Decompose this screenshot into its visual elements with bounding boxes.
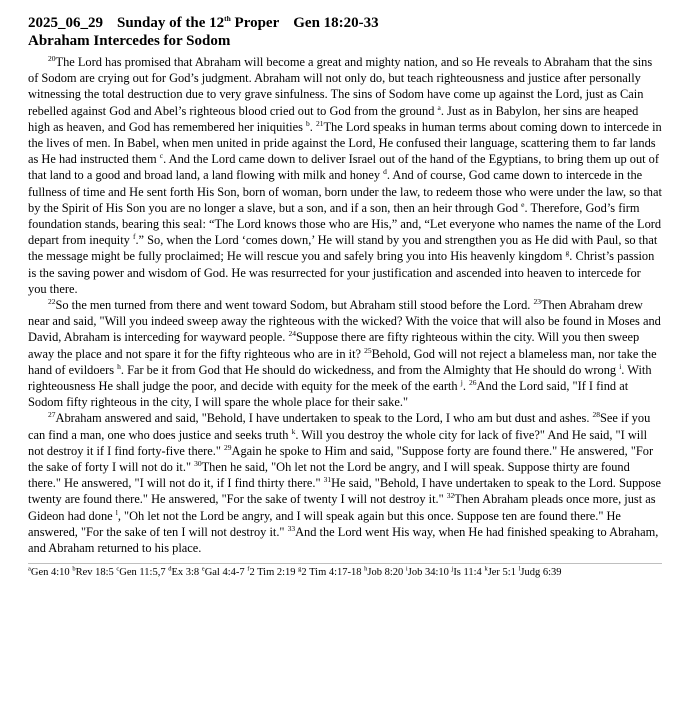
paragraph-text: Then Abraham drew near and said, "Will you indeed sweep away the righteous with the wicked? With the voice that will also be found in Moses and David, Abraham is interceding for wayward people.: [28, 298, 661, 345]
paragraph-text: . And of course, God came down to intercede in the fullness of time and He sent forth His Son, born of woman, born under the law, to redeem those who were under the law, so that by the Spirit of His Son you are no longer a slave, but a son, and if a son, then an heir through God: [28, 168, 662, 215]
paragraph-text: The Lord speaks in human terms about coming down to intercede in the lives of men. In Babel, when men united in pride against the Lord, He confused their language, scattering them to far lands as He had instructed them: [28, 119, 662, 167]
footnote-mark: c: [116, 565, 120, 573]
paragraph-text: Suppose there are fifty righteous within the city. Will you then sweep away the place and not spare it for the fifty righteous who are in it?: [28, 330, 640, 361]
footnote-mark: l: [518, 565, 521, 573]
footnote-ref: Ex 3:8: [171, 567, 200, 579]
paragraph-text: . Therefore, God’s firm foundation stands, bearing this seal: “The Lord knows those who are His,” and, “Let everyone who names the name of the Lord depart from inequity: [28, 200, 662, 248]
footnote-ref: Is 11:4: [453, 567, 482, 579]
footnote-marker: j: [460, 377, 463, 387]
footnote-mark: d: [168, 565, 172, 573]
footnote-marker: a: [437, 102, 441, 112]
footnote-ref: 2 Tim 2:19: [249, 567, 296, 579]
paragraph-text: Again he spoke to Him and said, "Suppose forty are found there." He answered, "For the sake of forty I will not do it.": [28, 443, 654, 475]
verse-number: 21: [315, 118, 324, 128]
footnotes: [28, 566, 662, 580]
document-header: [28, 14, 662, 50]
paragraph-text: Then Abraham pleads once more, just as Gideon had done: [28, 492, 656, 523]
document-body: [28, 54, 662, 556]
footnote-mark: g: [298, 565, 302, 573]
verse-number: 20: [48, 53, 56, 63]
footnote-item: [406, 567, 449, 578]
verse-number: 26: [469, 377, 477, 387]
footnote-mark: b: [72, 565, 76, 573]
footnote-marker: g: [565, 248, 570, 258]
footnote-ref: Gen 4:10: [30, 567, 70, 579]
verse-number: 30: [194, 458, 202, 468]
paragraph-text: .: [462, 379, 470, 394]
verse-number: 29: [224, 442, 232, 452]
verse-number: 25: [364, 345, 372, 355]
paragraph-text: .: [309, 119, 316, 134]
paragraph-text: , "Oh let not the Lord be angry, and I will speak again but this once. Suppose ten are found there." He answered, "For the sake of ten I will not destroy it.": [28, 508, 621, 539]
footnote-item: [116, 567, 165, 578]
header-date: 2025_06_29: [28, 15, 103, 31]
footnote-marker: d: [383, 167, 387, 177]
footnote-item: [202, 567, 245, 578]
paragraph-text: . Just as in Babylon, her sins are heaped high as heaven, and God has remembered her iniquities: [28, 103, 639, 134]
paragraph-text: Abraham answered and said, "Behold, I have undertaken to speak to the Lord, I who am but dust and ashes.: [55, 411, 593, 426]
footnote-marker: k: [291, 426, 296, 436]
footnote-ref: Gal 4:4-7: [204, 567, 245, 579]
paragraph-text: So the men turned from there and went toward Sodom, but Abraham still stood before the Lord.: [55, 298, 534, 313]
footnote-item: [72, 567, 113, 578]
paragraph-text: Then he said, "Oh let not the Lord be angry, and I will speak. Suppose thirty are found there." He answered, "I will not do it, if I find thirty there.": [28, 460, 630, 491]
verse-number: 22: [48, 296, 56, 306]
footnote-item: [28, 567, 70, 578]
footnote-item: [298, 567, 361, 578]
verse-number: 28: [592, 410, 601, 420]
paragraph-text: He said, "Behold, I have undertaken to speak to the Lord. Suppose twenty are found there." He answered, "For the sake of twenty I will not destroy it.": [28, 476, 661, 507]
footnote-marker: h: [117, 361, 121, 371]
footnote-marker: e: [521, 199, 525, 209]
footnote-marker: l: [115, 507, 118, 517]
paragraph-text: . Will you destroy the whole city for lack of five?" And He said, "I will not destroy it if I find forty-five there.": [28, 427, 648, 458]
footnote-marker: c: [159, 151, 164, 161]
footnote-item: [519, 567, 562, 578]
footnote-ref: Jer 5:1: [487, 567, 516, 579]
footnote-ref: Job 34:10: [407, 567, 449, 579]
paragraph-text: .” So, when the Lord ‘comes down,’ He will stand by you and strengthen you as He did with Paul, so that the message might be fully proclaimed; He will rescue you and safely bring you into His heavenly kingdom: [28, 233, 658, 264]
footnote-mark: e: [201, 565, 205, 573]
paragraph-text: And the Lord went His way, when He had finished speaking to Abraham, and Abraham returned to his place.: [28, 524, 659, 556]
header-reference: Gen 18:20-33: [293, 15, 379, 31]
footnote-marker: b: [306, 118, 310, 128]
footnote-mark: j: [451, 565, 454, 573]
footnote-item: [168, 567, 199, 578]
paragraph-text: . And the Lord came down to deliver Israel out of the hand of the Egyptians, to bring them up out of that land to a good and broad land, a land flowing with milk and honey: [28, 152, 659, 183]
footnote-ref: Job 8:20: [367, 567, 404, 579]
verse-number: 33: [287, 523, 296, 533]
footnote-marker: i: [619, 361, 622, 371]
paragraph: [28, 54, 662, 297]
verse-number: 31: [323, 475, 332, 485]
footnote-mark: k: [484, 565, 488, 573]
verse-number: 27: [48, 410, 56, 420]
footnote-ref: Judg 6:39: [520, 567, 562, 579]
header-day: Sunday of the 12th Proper: [117, 14, 280, 31]
document-page: [28, 14, 662, 580]
paragraph-text: . Far be it from God that He should do wickedness, and from the Almighty that He should do wrong: [120, 362, 620, 377]
footnote-marker: f: [132, 232, 136, 242]
paragraph-text: See if you can find a man, one who does justice and seeks truth: [28, 411, 651, 442]
footnote-ref: Gen 11:5,7: [119, 567, 166, 579]
header-subtitle: Abraham Intercedes for Sodom: [28, 33, 231, 49]
footnote-mark: i: [405, 565, 408, 573]
footnote-item: [452, 567, 482, 578]
footnote-mark: a: [28, 565, 31, 573]
paragraph-text: And the Lord said, "If I find at Sodom fifty righteous in the city, I will spare the whole place for their sake.": [28, 379, 629, 410]
verse-number: 32: [446, 491, 455, 501]
verse-number: 24: [288, 329, 296, 339]
footnote-item: [484, 567, 516, 578]
paragraph-text: . With righteousness He shall judge the poor, and decide with equity for the meek of the earth: [28, 362, 652, 394]
verse-number: 23: [533, 296, 541, 306]
footnote-ref: Rev 18:5: [75, 567, 114, 579]
paragraph-text: The Lord has promised that Abraham will become a great and mighty nation, and so He reveals to Abraham that the sins of Sodom are crying out for God’s judgment. Abraham will not only do, but teach righteousness and justice after personally witnessing the total destruction due to very grave sinfulness. The sins of Sodom have come up against the Lord, just as Cain rebelled against God and Abel’s righteous blood cried out to God from the ground: [28, 55, 653, 118]
footnote-mark: h: [364, 565, 368, 573]
paragraph-text: Behold, God will not reject a blameless man, nor take the hand of evildoers: [28, 346, 657, 377]
paragraph: [28, 297, 662, 410]
footnote-item: [247, 567, 295, 578]
footnote-item: [364, 567, 403, 578]
paragraph-text: . Christ’s passion is the saving power and wisdom of God. He was resurrected for your justification and ascended into heaven to intercede for you there.: [28, 249, 655, 296]
footnote-divider: [28, 563, 662, 564]
header-line: [28, 14, 662, 32]
footnote-mark: f: [247, 565, 250, 573]
paragraph: [28, 410, 662, 556]
footnote-ref: 2 Tim 4:17-18: [301, 567, 362, 579]
